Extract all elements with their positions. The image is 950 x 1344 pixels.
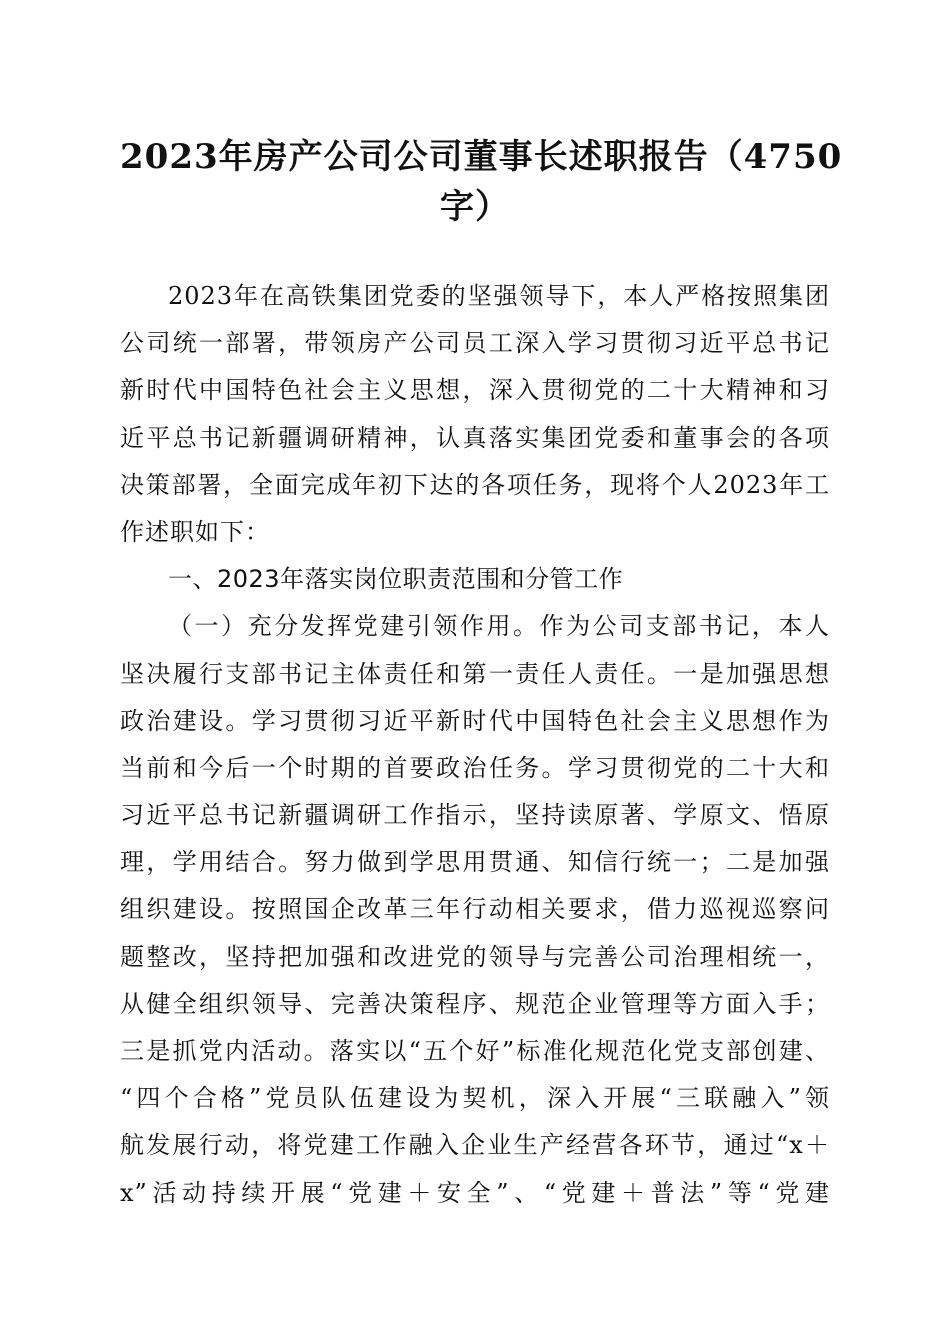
paragraph-line: 作述职如下： <box>120 517 270 546</box>
paragraph-line: x”活动持续开展“党建＋安全”、“党建＋普法”等“党建 <box>120 1178 830 1207</box>
paragraph-line: 坚决履行支部书记主体责任和第一责任人责任。一是加强思想 <box>120 659 830 688</box>
paragraph-line: 决策部署，全面完成年初下达的各项任务，现将个人2023年工 <box>120 470 830 499</box>
paragraph-line: 当前和今后一个时期的首要政治任务。学习贯彻党的二十大和 <box>120 753 830 782</box>
document-body <box>120 273 830 1217</box>
paragraph-line: 航发展行动，将党建工作融入企业生产经营各环节，通过“x＋ <box>120 1131 830 1160</box>
paragraph-line: 从健全组织领导、完善决策程序、规范企业管理等方面入手； <box>120 989 830 1018</box>
document-title <box>120 132 843 232</box>
paragraph-line: 2023年在高铁集团党委的坚强领导下，本人严格按照集团 <box>168 282 830 310</box>
paragraph-line: （一）充分发挥党建引领作用。作为公司支部书记，本人 <box>168 612 830 641</box>
paragraph-line: 近平总书记新疆调研精神，认真落实集团党委和董事会的各项 <box>120 423 830 452</box>
section-heading: 一、2023年落实岗位职责范围和分管工作 <box>168 565 624 594</box>
paragraph-line: 公司统一部署，带领房产公司员工深入学习贯彻习近平总书记 <box>120 329 830 358</box>
paragraph-line: “四个合格”党员队伍建设为契机，深入开展“三联融入”领 <box>120 1084 830 1113</box>
paragraph-line: 理，学用结合。努力做到学思用贯通、知信行统一；二是加强 <box>120 848 830 877</box>
title-line-1: 2023年房产公司公司董事长述职报告（4750 <box>120 137 843 177</box>
paragraph-line: 新时代中国特色社会主义思想，深入贯彻党的二十大精神和习 <box>120 376 830 405</box>
paragraph-line: 组织建设。按照国企改革三年行动相关要求，借力巡视巡察问 <box>120 895 830 924</box>
paragraph-line: 三是抓党内活动。落实以“五个好”标准化规范化党支部创建、 <box>120 1037 830 1065</box>
paragraph-line: 题整改，坚持把加强和改进党的领导与完善公司治理相统一， <box>120 942 830 971</box>
paragraph-line: 习近平总书记新疆调研工作指示，坚持读原著、学原文、悟原 <box>120 801 830 830</box>
title-line-2: 字） <box>440 187 510 227</box>
paragraph-line: 政治建设。学习贯彻习近平新时代中国特色社会主义思想作为 <box>120 706 830 735</box>
